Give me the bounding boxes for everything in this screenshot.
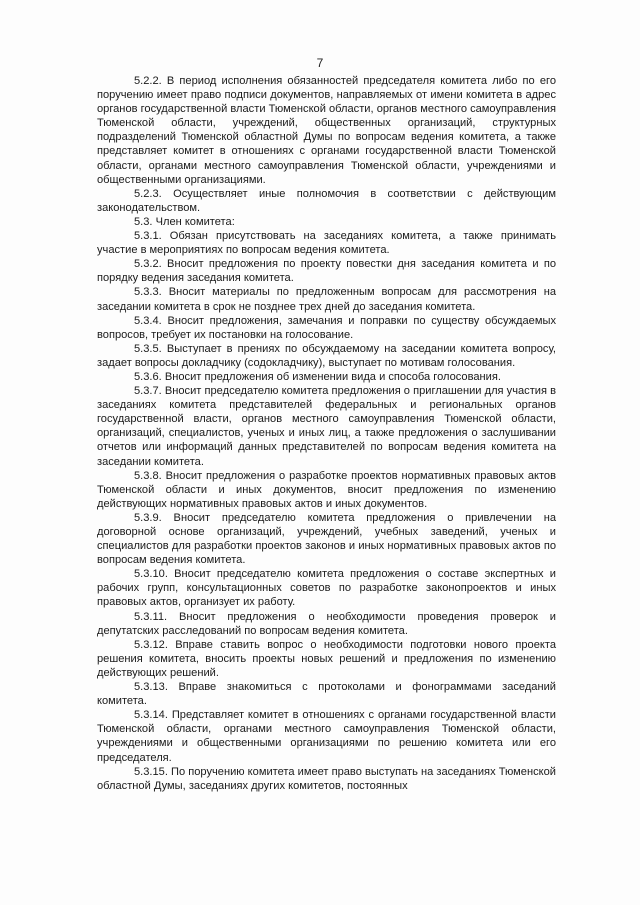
paragraph-5-3-7: 5.3.7. Вносит председателю комитета предложения о приглашении для участия в заседаниях комитета представителей федеральных и региональных органов государственной власти, органов местного самоуправления Тюменской области, организаций, специалистов, ученых и иных лиц, а также предложения о заслушивании отчетов или информаций данных представителей по вопросам ведения комитета на заседании комитета.	[97, 385, 556, 468]
paragraph-5-3-10: 5.3.10. Вносит председателю комитета предложения о составе экспертных и рабочих групп, консультационных советов по разработке законопроектов и иных правовых актов, организует их работу.	[97, 568, 556, 609]
paragraph-5-3-14: 5.3.14. Представляет комитет в отношениях с органами государственной власти Тюменской области, органами местного самоуправления Тюменской области, учреждениями и общественными организациями по решению комитета или его председателя.	[97, 709, 556, 764]
page-number: 7	[316, 56, 324, 70]
document-body	[97, 74, 556, 793]
paragraph-5-3-2: 5.3.2. Вносит предложения по проекту повестки дня заседания комитета и по порядку ведения заседания комитета.	[97, 258, 556, 285]
paragraph-5-3-11: 5.3.11. Вносит предложения о необходимости проведения проверок и депутатских расследований по вопросам ведения комитета.	[97, 610, 556, 637]
paragraph-5-3-5: 5.3.5. Выступает в прениях по обсуждаемому на заседании комитета вопросу, задает вопросы докладчику (содокладчику), выступает по мотивам голосования.	[97, 342, 556, 369]
paragraph-5-3-13: 5.3.13. Вправе знакомиться с протоколами и фонограммами заседаний комитета.	[97, 681, 556, 708]
paragraph-5-3-1: 5.3.1. Обязан присутствовать на заседаниях комитета, а также принимать участие в мероприятиях по вопросам ведения комитета.	[97, 230, 556, 257]
paragraph-5-3-15: 5.3.15. По поручению комитета имеет право выступать на заседаниях Тюменской областной Думы, заседаниях других комитетов, постоянных	[97, 765, 556, 792]
paragraph-5-3-6: 5.3.6. Вносит предложения об изменении вида и способа голосования.	[134, 370, 501, 383]
paragraph-5-3-4: 5.3.4. Вносит предложения, замечания и поправки по существу обсуждаемых вопросов, требует их постановки на голосование.	[97, 314, 556, 341]
section-5-3-heading: 5.3. Член комитета:	[134, 215, 235, 228]
paragraph-5-3-8: 5.3.8. Вносит предложения о разработке проектов нормативных правовых актов Тюменской области и иных документов, вносит предложения по изменению действующих нормативных правовых актов и иных документов.	[97, 469, 556, 510]
paragraph-5-2-3: 5.2.3. Осуществляет иные полномочия в соответствии с действующим законодательством.	[97, 187, 556, 214]
paragraph-5-3-12: 5.3.12. Вправе ставить вопрос о необходимости подготовки нового проекта решения комитета, вносить проекты новых решений и предложения по изменению действующих решений.	[97, 638, 556, 679]
paragraph-5-3-3: 5.3.3. Вносит материалы по предложенным вопросам для рассмотрения на заседании комитета в срок не позднее трех дней до заседания комитета.	[97, 286, 556, 313]
paragraph-5-3-9: 5.3.9. Вносит председателю комитета предложения о привлечении на договорной основе организаций, учреждений, учебных заведений, ученых и специалистов для разработки проектов законов и иных нормативных правовых актов по вопросам ведения комитета.	[97, 511, 556, 567]
paragraph-5-2-2: 5.2.2. В период исполнения обязанностей председателя комитета либо по его поручению имеет право подписи документов, направляемых от имени комитета в адрес органов государственной власти Тюменской области, органов местного самоуправления Тюменской области, учреждений, общественных организаций, структурных подразделений Тюменской областной Думы по вопросам ведения комитета, а также представляет комитет в отношениях с органами государственной власти Тюменской области, органами местного самоуправления Тюменской области, учреждениями и общественными организациями.	[97, 75, 556, 186]
